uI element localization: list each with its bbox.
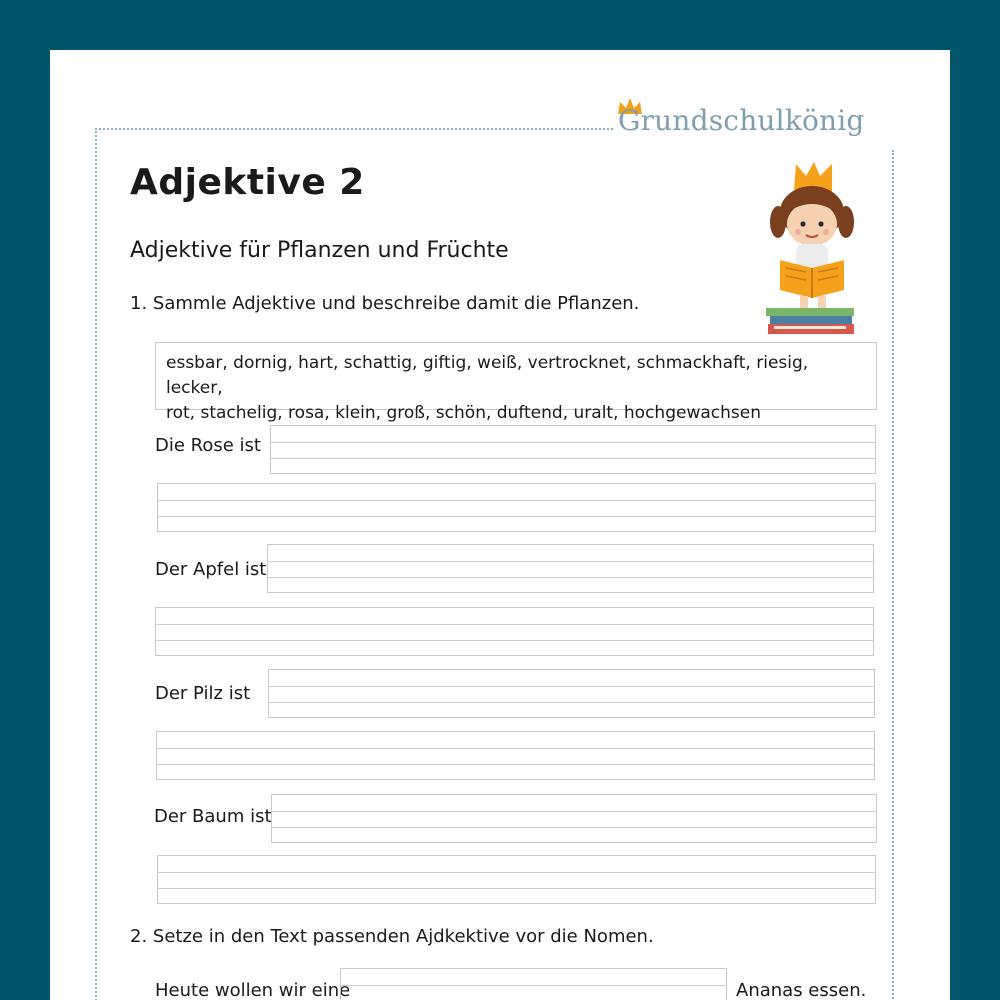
word-bank bbox=[155, 342, 877, 423]
prompt-pilz: Der Pilz ist bbox=[155, 683, 251, 704]
task-2-text: Setze in den Text passenden Ajdkektive vor die Nomen. bbox=[152, 926, 654, 947]
writing-lines-apfel-2[interactable] bbox=[155, 607, 874, 656]
prompt-apfel: Der Apfel ist bbox=[155, 559, 267, 580]
task-1-number: 1. bbox=[130, 293, 148, 314]
writing-lines-pilz-1[interactable] bbox=[268, 669, 875, 718]
dotted-frame-right bbox=[892, 150, 894, 1000]
word-bank-line-1: essbar, dornig, hart, schattig, giftig, weiß, vertrocknet, schmackhaft, riesig, lecker, bbox=[166, 353, 809, 398]
writing-lines-rose-1[interactable] bbox=[270, 425, 876, 474]
task-2-number: 2. bbox=[130, 926, 148, 947]
prompt-baum: Der Baum ist bbox=[154, 806, 272, 827]
writing-lines-baum-1[interactable] bbox=[271, 794, 877, 843]
girl-reading-illustration bbox=[760, 160, 860, 335]
word-bank-line-2: rot, stachelig, rosa, klein, groß, schön, duftend, uralt, hochgewachsen bbox=[166, 403, 761, 423]
task-2 bbox=[130, 926, 654, 947]
writing-lines-rose-2[interactable] bbox=[157, 483, 876, 532]
worksheet-page bbox=[50, 50, 950, 1000]
writing-lines-apfel-1[interactable] bbox=[267, 544, 874, 593]
dotted-frame-top bbox=[95, 128, 613, 130]
page-subtitle: Adjektive für Pflanzen und Früchte bbox=[130, 238, 509, 263]
task-1-text: Sammle Adjektive und beschreibe damit die Pflanzen. bbox=[152, 293, 640, 314]
prompt-rose: Die Rose ist bbox=[155, 435, 261, 456]
writing-lines-baum-2[interactable] bbox=[157, 855, 876, 904]
task-1 bbox=[130, 293, 639, 314]
sentence-start: Heute wollen wir eine bbox=[155, 980, 351, 1000]
sentence-end: Ananas essen. bbox=[736, 980, 867, 1000]
writing-lines-pilz-2[interactable] bbox=[156, 731, 875, 780]
writing-lines-gap[interactable] bbox=[340, 968, 727, 1000]
brand-logo: Grundschulkönig bbox=[618, 104, 865, 137]
page-title: Adjektive 2 bbox=[130, 162, 365, 203]
dotted-frame-left bbox=[95, 128, 97, 1000]
